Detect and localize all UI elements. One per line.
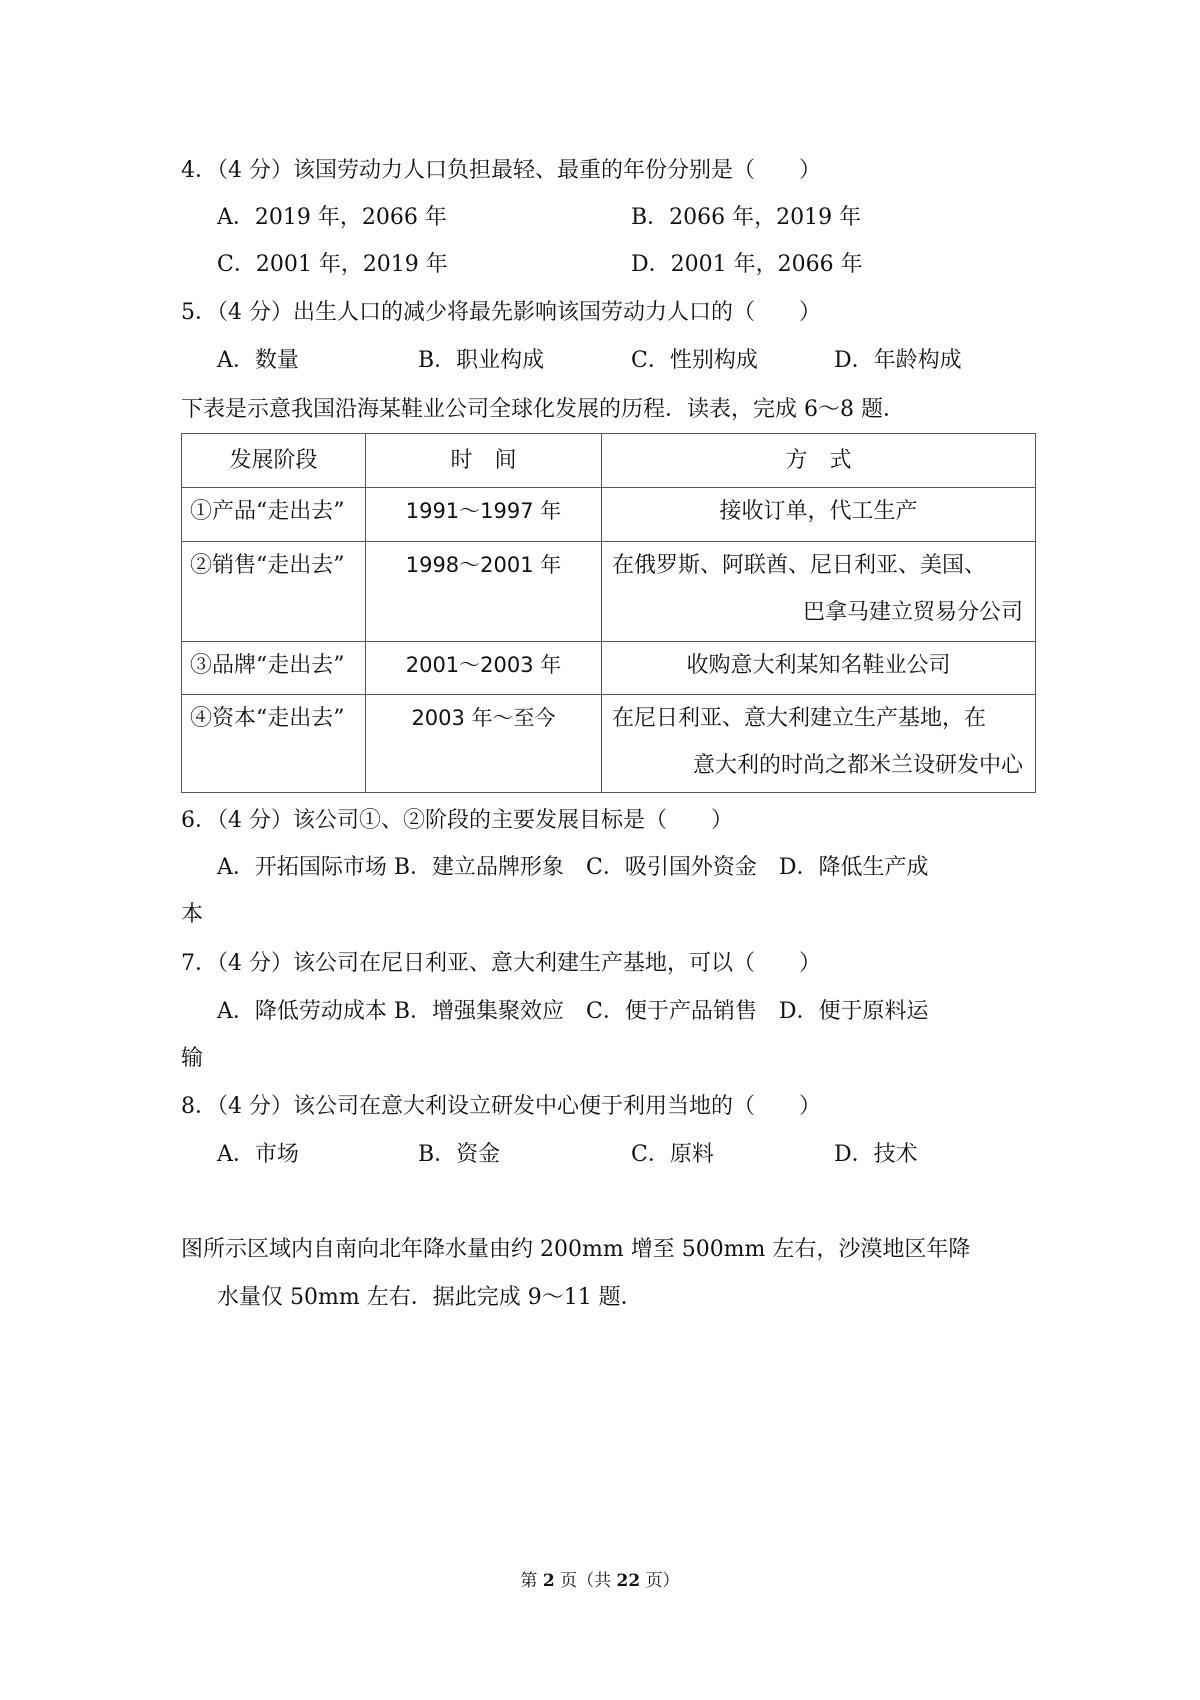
table-header-row [182, 434, 1036, 488]
cell-mode-line1: 在尼日利亚、意大利建立生产基地，在 [612, 706, 987, 731]
q7-stem: 7．（4 分）该公司在尼日利亚、意大利建生产基地，可以（ ） [181, 951, 821, 976]
cell-time: 1991～1997 年 [366, 488, 602, 542]
q4-option-a: A．2019 年，2066 年 [217, 205, 447, 230]
cell-mode: 接收订单，代工生产 [602, 488, 1036, 542]
cell-time: 1998～2001 年 [366, 542, 602, 642]
table-row [182, 488, 1036, 542]
intro-questions-6-8: 下表是示意我国沿海某鞋业公司全球化发展的历程．读表，完成 6～8 题． [181, 397, 905, 422]
q4-option-c: C．2001 年，2019 年 [217, 252, 448, 277]
cell-stage: ④资本“走出去” [182, 695, 366, 793]
q7-options-wrap: 输 [181, 1046, 204, 1071]
cell-mode [602, 695, 1036, 793]
header-mode: 方 式 [602, 434, 1036, 488]
table-row [182, 642, 1036, 695]
q6-stem: 6．（4 分）该公司①、②阶段的主要发展目标是（ ） [181, 808, 733, 833]
q8-option-a: A．市场 [217, 1142, 299, 1167]
q8-option-c: C．原料 [631, 1142, 714, 1167]
footer-page-number: 2 [542, 1571, 555, 1591]
cell-stage: ②销售“走出去” [182, 542, 366, 642]
cell-stage: ③品牌“走出去” [182, 642, 366, 695]
page-footer [0, 1566, 1200, 1591]
q8-option-b: B．资金 [418, 1142, 501, 1167]
development-table [181, 433, 1036, 793]
q6-options-wrap: 本 [181, 902, 204, 927]
header-time: 时 间 [366, 434, 602, 488]
footer-total-pages: 22 [616, 1571, 641, 1591]
cell-mode-line1: 在俄罗斯、阿联酋、尼日利亚、美国、 [612, 553, 987, 578]
q4-stem: 4．（4 分）该国劳动力人口负担最轻、最重的年份分别是（ ） [181, 158, 821, 183]
q5-option-a: A．数量 [217, 348, 299, 373]
q5-option-c: C．性别构成 [631, 348, 758, 373]
cell-mode-line2: 巴拿马建立贸易分公司 [802, 600, 1023, 625]
footer-suffix: 页） [645, 1571, 680, 1591]
q5-option-b: B．职业构成 [418, 348, 545, 373]
q8-option-d: D．技术 [834, 1142, 918, 1167]
q5-option-d: D．年龄构成 [834, 348, 962, 373]
q5-stem: 5．（4 分）出生人口的减少将最先影响该国劳动力人口的（ ） [181, 300, 821, 325]
cell-mode: 收购意大利某知名鞋业公司 [602, 642, 1036, 695]
intro-questions-9-11-line1: 图所示区域内自南向北年降水量由约 200mm 增至 500mm 左右，沙漠地区年降 [181, 1237, 971, 1262]
footer-mid: 页（共 [560, 1571, 612, 1591]
intro-questions-9-11-line2: 水量仅 50mm 左右．据此完成 9～11 题． [217, 1285, 643, 1310]
cell-time: 2003 年～至今 [366, 695, 602, 793]
table-row [182, 542, 1036, 642]
q4-option-b: B．2066 年，2019 年 [631, 205, 862, 230]
cell-time: 2001～2003 年 [366, 642, 602, 695]
cell-mode [602, 542, 1036, 642]
q6-options: A．开拓国际市场 B．建立品牌形象 C．吸引国外资金 D．降低生产成 [217, 855, 929, 880]
footer-prefix: 第 [520, 1571, 538, 1591]
q8-stem: 8．（4 分）该公司在意大利设立研发中心便于利用当地的（ ） [181, 1094, 821, 1119]
q4-option-d: D．2001 年，2066 年 [631, 252, 863, 277]
table-row [182, 695, 1036, 793]
cell-stage: ①产品“走出去” [182, 488, 366, 542]
q7-options: A．降低劳动成本 B．增强集聚效应 C．便于产品销售 D．便于原料运 [217, 999, 929, 1024]
header-stage: 发展阶段 [182, 434, 366, 488]
cell-mode-line2: 意大利的时尚之都米兰设研发中心 [692, 753, 1023, 778]
